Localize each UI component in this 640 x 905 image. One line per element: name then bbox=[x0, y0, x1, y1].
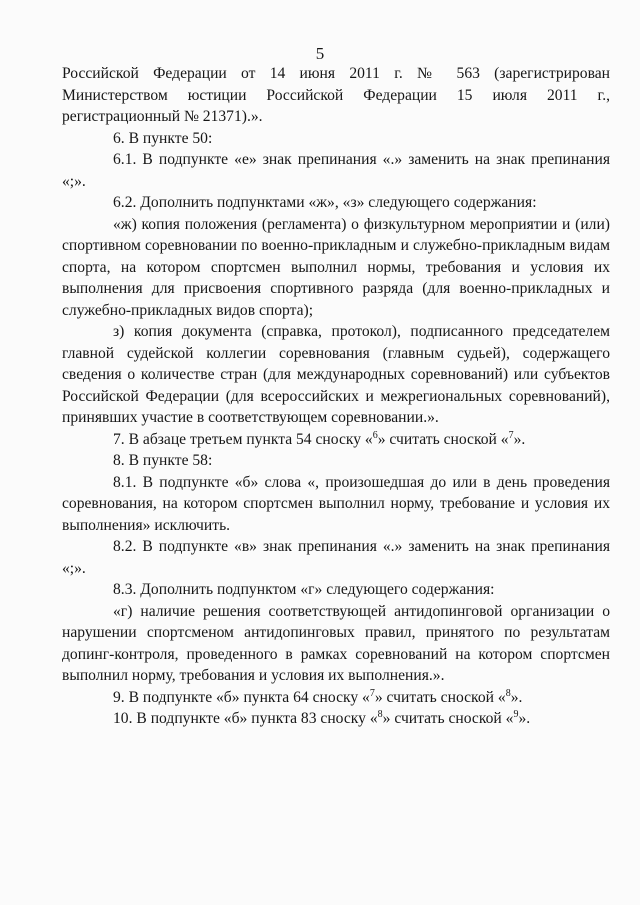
text-run: » считать сноской « bbox=[374, 688, 506, 706]
footnote-reference: 7 bbox=[369, 687, 375, 699]
footnote-reference: 6 bbox=[372, 429, 378, 441]
footnote-reference: 7 bbox=[508, 429, 514, 441]
text-run: 9. В подпункте «б» пункта 64 сноску « bbox=[113, 688, 370, 706]
paragraph: 6.2. Дополнить подпунктами «ж», «з» следующего содержания: bbox=[113, 194, 537, 211]
paragraph: 8.2. В подпункте «в» знак препинания «.» заменить на знак препинания «;». bbox=[62, 538, 610, 577]
footnote-reference: 9 bbox=[513, 708, 519, 720]
paragraph: з) копия документа (справка, протокол), подписанного председателем главной судейской коллегии соревнования (главным судьей), содержащего сведения о количестве стран (для международных соревнований) или субъектов Российской Федерации (для всероссийских и межрегиональных соревнований), принявших участие в соответствующем соревновании.». bbox=[62, 323, 610, 426]
paragraph bbox=[62, 687, 610, 709]
paragraph: 6.1. В подпункте «е» знак препинания «.» заменить на знак препинания «;». bbox=[62, 151, 610, 190]
text-run: ». bbox=[518, 710, 531, 727]
paragraph bbox=[62, 708, 610, 730]
paragraph: «г) наличие решения соответствующей антидопинговой организации о нарушении спортсменом антидопинговых правил, принятого по результатам допинг-контроля, проведенного в рамках соревнований на котором спортсмен выполнил норму, требования и условия их выполнения.». bbox=[62, 602, 610, 684]
paragraph: 8.1. В подпункте «б» слова «, произошедшая до или в день проведения соревнования, на котором спортсмен выполнил норму, требование и условия их выполнения» исключить. bbox=[62, 473, 610, 534]
text-run: ». bbox=[510, 688, 523, 706]
paragraph: 8. В пункте 58: bbox=[113, 452, 213, 469]
text-run: » считать сноской « bbox=[382, 710, 514, 727]
footnote-reference: 8 bbox=[377, 708, 383, 720]
text-run: ». bbox=[513, 430, 526, 448]
footnote-reference: 8 bbox=[505, 687, 511, 699]
paragraph: «ж) копия положения (регламента) о физкультурном мероприятии и (или) спортивном соревновании по военно-прикладным и служебно-прикладным видам спорта, на котором спортсмен выполнил нормы, требования и условия их выполнения для присвоения спортивного разряда (для военно-прикладных и служебно-прикладных видов спорта); bbox=[62, 215, 610, 319]
page-number: 5 bbox=[315, 44, 325, 63]
paragraph: Российской Федерации от 14 июня 2011 г. № 563 (зарегистрирован Министерством юстиции Российской Федерации 15 июля 2011 г., регистрационный № 21371).». bbox=[62, 65, 610, 125]
text-run: 7. В абзаце третьем пункта 54 сноску « bbox=[113, 430, 373, 448]
text-run: 10. В подпункте «б» пункта 83 сноску « bbox=[113, 710, 378, 727]
paragraph bbox=[62, 429, 610, 451]
paragraph: 6. В пункте 50: bbox=[113, 129, 213, 147]
text-run: » считать сноской « bbox=[377, 430, 509, 448]
paragraph: 8.3. Дополнить подпунктом «г» следующего содержания: bbox=[113, 581, 495, 598]
document-body bbox=[62, 63, 610, 730]
